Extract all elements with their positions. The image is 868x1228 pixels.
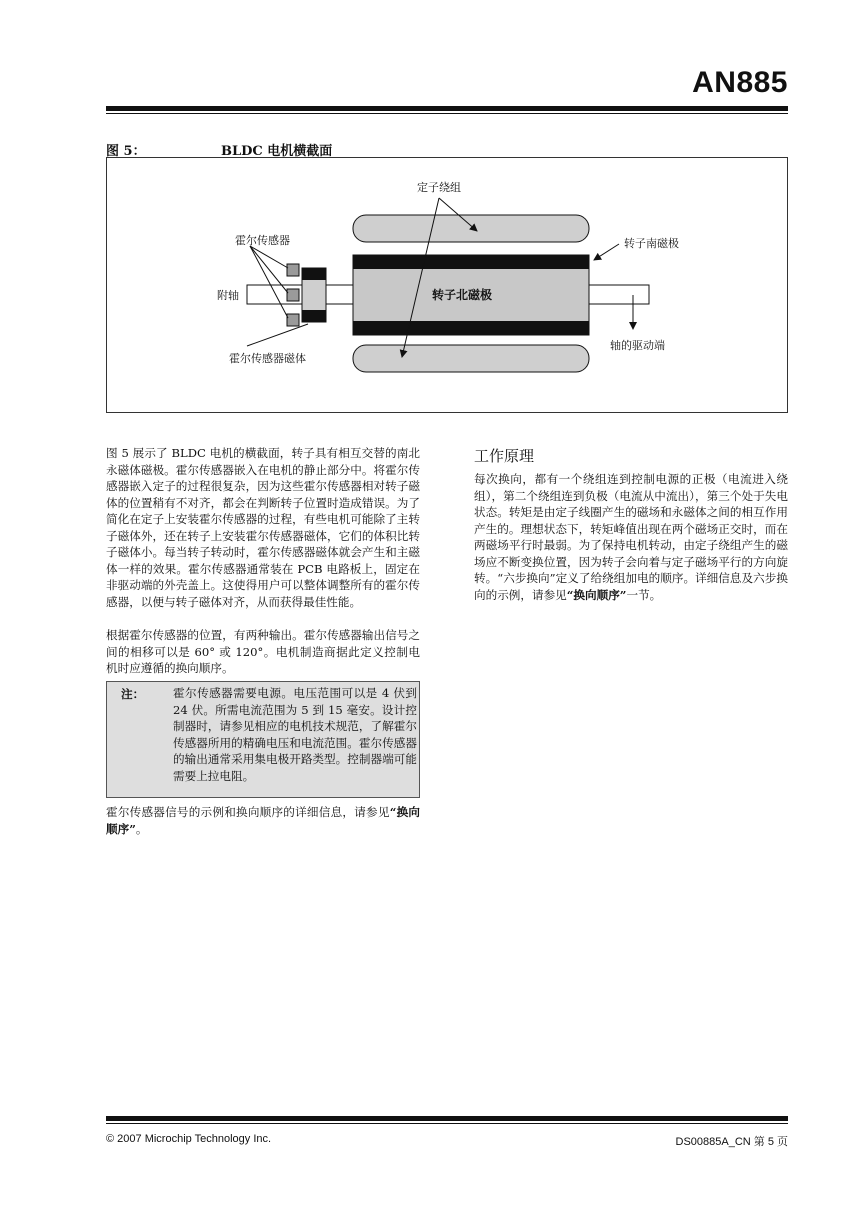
footer-copyright: © 2007 Microchip Technology Inc. xyxy=(106,1133,272,1145)
leader-rotor-south xyxy=(594,244,619,260)
leader-hall-magnet xyxy=(247,324,308,346)
figure-number: 图 5： xyxy=(106,144,146,159)
note-text: 霍尔传感器需要电源。电压范围可以是 4 伏到 24 伏。所需电流范围为 5 到 15 毫安。设计控制器时，请参见相应的电机技术规范，了解霍尔传感器所用的精确电压和电流范围。霍尔传感器的输出通常采用集电极开路类型。控制器端可能需要上拉电阻。 xyxy=(173,686,417,783)
figure-bldc-cross-section xyxy=(106,157,788,413)
paragraph-working-principle xyxy=(474,471,788,603)
aux-shaft xyxy=(247,285,353,304)
stator-winding-top xyxy=(353,215,589,242)
paragraph-bldc-intro: 图 5 展示了 BLDC 电机的横截面，转子具有相互交替的南北永磁体磁极。霍尔传感器嵌入在电机的静止部分中。将霍尔传感器嵌入定子的过程很复杂，因为这些霍尔传感器相对转子磁体的位置稍有不对齐，都会在判断转子位置时造成错误。为了简化在定子上安装霍尔传感器的过程，有些电机可能除了主转子磁体外，还在转子上安装霍尔传感器磁体，它们的体积比转子磁体小。每当转子转动时，霍尔传感器磁体就会产生和主磁体一样的效果。霍尔传感器通常装在 PCB 电路板上，固定在非驱动端的外壳盖上。这使得用户可以整体调整所有的霍尔传感器，以便与转子磁体对齐，从而获得最佳性能。 xyxy=(106,446,420,609)
working-principle-text: 每次换向，都有一个绕组连到控制电源的正极（电流进入绕组），第二个绕组连到负极（电流从中流出），第三个处于失电状态。转矩是由定子线圈产生的磁场和永磁体之间的相互作用产生的。理想状态下，转矩峰值出现在两个磁场正交时，而在两磁场平行时最弱。为了保持电机转动，由定子绕组产生的磁场应不断变换位置，因为转子会向着与定子磁场平行的方向旋转。“六步换向”定义了给绕组加电的顺序。详细信息及六步换向的示例，请参见 xyxy=(474,472,788,602)
hall-magnet-band-top xyxy=(302,268,326,280)
hall-magnet-band-bottom xyxy=(302,310,326,322)
rotor-pole-band-bottom xyxy=(353,321,589,335)
label-aux-shaft: 附轴 xyxy=(217,289,239,302)
footer-page-number: DS00885A_CN 第 5 页 xyxy=(675,1136,788,1148)
label-stator-winding: 定子绕组 xyxy=(417,181,461,194)
stator-winding-bottom xyxy=(353,345,589,372)
hall-sensor-3 xyxy=(287,314,299,326)
section-heading-working-principle: 工作原理 xyxy=(474,447,535,465)
footer-rule-thick xyxy=(106,1116,788,1121)
commutation-sequence-link[interactable]: “换向顺序” xyxy=(106,805,420,836)
label-shaft-drive: 轴的驱动端 xyxy=(610,339,665,352)
footer-rule-thin xyxy=(106,1123,788,1124)
see-commutation-end: 。 xyxy=(135,821,148,836)
note-box xyxy=(106,681,420,798)
bldc-diagram xyxy=(107,158,789,414)
drive-shaft xyxy=(589,285,649,304)
paragraph-hall-outputs: 根据霍尔传感器的位置，有两种输出。霍尔传感器输出信号之间的相移可以是 60° 或 120°。电机制造商据此定义控制电机时应遵循的换向顺序。 xyxy=(106,628,420,675)
label-hall-sensor: 霍尔传感器 xyxy=(235,234,290,247)
header-rule-thin xyxy=(106,113,788,114)
see-commutation-text: 霍尔传感器信号的示例和换向顺序的详细信息，请参见 xyxy=(106,805,390,819)
hall-sensor-2 xyxy=(287,289,299,301)
label-rotor-north: 转子北磁极 xyxy=(432,288,493,302)
hall-sensor-1 xyxy=(287,264,299,276)
working-principle-end: 一节。 xyxy=(626,587,662,602)
header-rule-thick xyxy=(106,106,788,111)
commutation-sequence-link-2[interactable]: “换向顺序” xyxy=(566,587,627,602)
paragraph-see-commutation xyxy=(106,804,420,837)
document-id: AN885 xyxy=(692,66,788,99)
rotor-pole-band-top xyxy=(353,255,589,269)
label-rotor-south: 转子南磁极 xyxy=(624,237,679,250)
figure-title: BLDC 电机横截面 xyxy=(221,144,333,159)
label-hall-magnet: 霍尔传感器磁体 xyxy=(229,352,306,365)
note-label: 注： xyxy=(121,687,145,701)
